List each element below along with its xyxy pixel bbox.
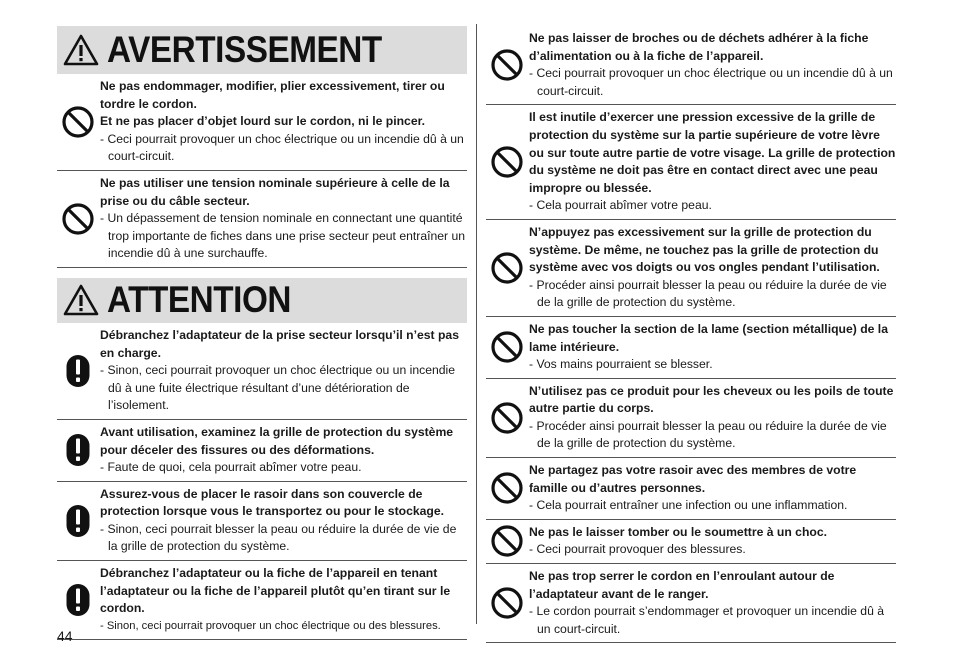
safety-consequence: - Le cordon pourrait s’endommager et provoquer un incendie dû à un court-circuit. xyxy=(529,604,885,636)
safety-consequence: - Sinon, ceci pourrait blesser la peau ou réduire la durée de vie de la grille de protection du système. xyxy=(100,521,457,554)
safety-item xyxy=(57,561,467,640)
safety-consequence: - Vos mains pourraient se blesser. xyxy=(529,357,713,372)
safety-instruction: N’appuyez pas excessivement sur la grille de protection du système. De même, ne touchez pas la grille de protection du système avec vos doigts ou vos ongles pendant l’utilisation. xyxy=(529,224,880,275)
safety-instruction: Ne pas endommager, modifier, plier excessivement, tirer ou tordre le cordon. xyxy=(100,79,445,111)
safety-instruction: Ne partagez pas votre rasoir avec des membres de votre famille ou d’autres personnes. xyxy=(529,463,857,495)
safety-item xyxy=(486,26,896,105)
mandatory-icon xyxy=(57,327,99,415)
safety-item-text xyxy=(99,424,467,477)
safety-consequence: - Sinon, ceci pourrait provoquer un choc électrique ou des blessures. xyxy=(100,619,441,632)
right-column xyxy=(486,26,896,643)
safety-instruction: Ne pas trop serrer le cordon en l’enroulant autour de l’adaptateur avant de le ranger. xyxy=(529,569,835,601)
safety-instruction: Ne pas laisser de broches ou de déchets adhérer à la fiche d’alimentation ou à la fiche de l’appareil. xyxy=(529,31,869,63)
safety-item-text xyxy=(99,78,467,166)
prohibited-icon xyxy=(486,462,528,515)
safety-instruction: Ne pas toucher la section de la lame (section métallique) de la lame intérieure. xyxy=(529,321,888,354)
safety-item xyxy=(486,520,896,564)
safety-item xyxy=(57,74,467,171)
caution-list xyxy=(57,323,467,641)
safety-consequence: - Cela pourrait entraîner une infection ou une inflammation. xyxy=(529,498,848,513)
column-divider xyxy=(476,24,477,624)
safety-instruction: Ne pas le laisser tomber ou le soumettre à un choc. xyxy=(529,524,828,539)
warning-banner xyxy=(57,26,467,74)
safety-consequence: - Un dépassement de tension nominale en connectant une quantité trop importante de fiches dans une prise secteur peut entraîner un incendie dû à une surchauffe. xyxy=(100,211,466,261)
safety-instruction: Et ne pas placer d’objet lourd sur le cordon, ni le pincer. xyxy=(100,114,426,129)
safety-instruction: Assurez-vous de placer le rasoir dans son couvercle de protection lorsque vous le transportez ou pour le stockage. xyxy=(100,486,445,519)
safety-item xyxy=(57,482,467,561)
safety-item xyxy=(486,105,896,220)
safety-instruction: Débranchez l’adaptateur ou la fiche de l’appareil en tenant l’adaptateur ou la fiche de l’appareil plutôt qu’en tirant sur le cordon. xyxy=(100,566,451,616)
safety-item-text xyxy=(528,30,896,100)
safety-item-text xyxy=(528,524,896,559)
prohibited-icon xyxy=(57,175,99,263)
safety-item xyxy=(486,564,896,643)
safety-item xyxy=(486,379,896,458)
safety-item xyxy=(57,171,467,268)
safety-item xyxy=(57,420,467,482)
safety-item xyxy=(486,458,896,520)
safety-item-text xyxy=(528,109,896,215)
safety-consequence: - Ceci pourrait provoquer un choc électrique ou un incendie dû à un court-circuit. xyxy=(100,131,464,164)
safety-instruction: Avant utilisation, examinez la grille de protection du système pour déceler des fissures ou des déformations. xyxy=(100,424,454,457)
safety-item-text xyxy=(528,321,896,374)
prohibited-icon xyxy=(486,321,528,374)
page-number: 44 xyxy=(57,628,73,644)
safety-consequence: - Cela pourrait abîmer votre peau. xyxy=(529,198,712,213)
caution-title: ATTENTION xyxy=(107,279,292,321)
safety-instruction: Ne pas utiliser une tension nominale supérieure à celle de la prise ou du câble secteur. xyxy=(100,175,450,208)
safety-consequence: - Ceci pourrait provoquer un choc électrique ou un incendie dû à un court-circuit. xyxy=(529,66,893,98)
safety-instruction: Il est inutile d’exercer une pression excessive de la grille de protection du système sur la partie supérieure de votre lèvre ou sur toute autre partie de votre visage. La grille de protection du système ne doit pas être en contact direct avec une peau impropre ou blessée. xyxy=(529,110,896,195)
safety-item-text xyxy=(99,327,467,415)
prohibited-icon xyxy=(486,30,528,100)
safety-item-text xyxy=(528,462,896,515)
warning-triangle-icon xyxy=(63,34,99,66)
safety-item xyxy=(57,323,467,420)
right-list xyxy=(486,26,896,643)
caution-banner xyxy=(57,278,467,323)
safety-consequence: - Ceci pourrait provoquer des blessures. xyxy=(529,542,746,557)
safety-item-text xyxy=(528,383,896,453)
safety-consequence: - Sinon, ceci pourrait provoquer un choc électrique ou un incendie dû à une fuite électrique résultant d’une détérioration de l’isolement. xyxy=(100,363,456,413)
mandatory-icon xyxy=(57,424,99,477)
prohibited-icon xyxy=(486,224,528,312)
prohibited-icon xyxy=(57,78,99,166)
mandatory-icon xyxy=(57,565,99,635)
safety-consequence: - Procéder ainsi pourrait blesser la peau ou réduire la durée de vie de la grille de protection du système. xyxy=(529,277,887,310)
safety-item xyxy=(486,317,896,379)
safety-consequence: - Faute de quoi, cela pourrait abîmer votre peau. xyxy=(100,460,362,475)
safety-instruction: Débranchez l’adaptateur de la prise secteur lorsqu’il n’est pas en charge. xyxy=(100,327,459,360)
prohibited-icon xyxy=(486,109,528,215)
safety-item-text xyxy=(99,565,467,635)
prohibited-icon xyxy=(486,383,528,453)
safety-consequence: - Procéder ainsi pourrait blesser la peau ou réduire la durée de vie de la grille de protection du système. xyxy=(529,418,887,451)
warning-triangle-icon xyxy=(63,284,99,316)
warning-title: AVERTISSEMENT xyxy=(107,29,382,70)
safety-item-text xyxy=(528,224,896,312)
prohibited-icon xyxy=(486,568,528,638)
left-column xyxy=(57,26,467,640)
mandatory-icon xyxy=(57,486,99,556)
warning-list xyxy=(57,74,467,268)
safety-instruction: N’utilisez pas ce produit pour les cheveux ou les poils de toute autre partie du corps. xyxy=(529,383,894,416)
prohibited-icon xyxy=(486,524,528,559)
safety-item-text xyxy=(99,175,467,263)
safety-item-text xyxy=(528,568,896,638)
safety-item-text xyxy=(99,486,467,556)
safety-item xyxy=(486,220,896,317)
